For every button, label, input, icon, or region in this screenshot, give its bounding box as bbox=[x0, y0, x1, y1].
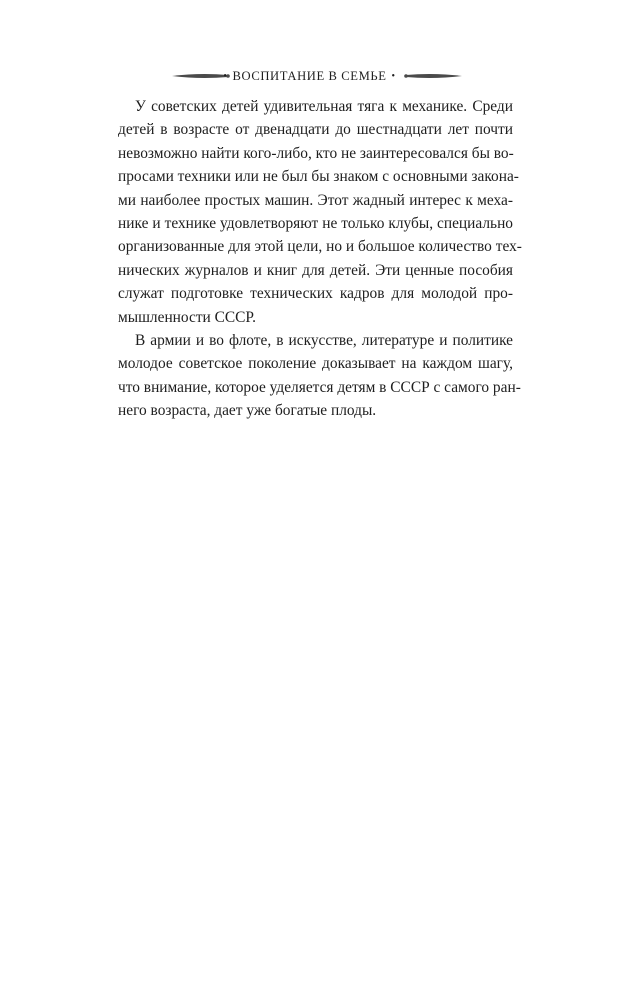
text-line: ми наиболее простых машин. Этот жадный интерес к меха- bbox=[118, 191, 513, 209]
header-title: ВОСПИТАНИЕ В СЕМЬЕ bbox=[232, 69, 387, 83]
text-line: нических журналов и книг для детей. Эти ценные пособия bbox=[118, 261, 513, 279]
text-line: мышленности СССР. bbox=[118, 308, 256, 326]
paragraph-2 bbox=[118, 329, 521, 423]
running-header bbox=[0, 66, 619, 86]
text-line: В армии и во флоте, в искусстве, литературе и политике bbox=[135, 332, 513, 350]
paragraph-1 bbox=[118, 95, 522, 329]
text-line: невозможно найти кого-либо, кто не заинтересовался бы во- bbox=[118, 144, 514, 162]
text-line: молодое советское поколение доказывает на каждом шагу, bbox=[118, 355, 513, 373]
body-text bbox=[118, 95, 522, 423]
text-line: нике и технике удовлетворяют не только клубы, специально bbox=[118, 215, 513, 233]
text-line: детей в возрасте от двенадцати до шестнадцати лет почти bbox=[118, 121, 513, 139]
text-line: него возраста, дает уже богатые плоды. bbox=[118, 402, 377, 420]
text-line: служат подготовке технических кадров для молодой про- bbox=[118, 285, 513, 303]
right-bullet: • bbox=[391, 71, 396, 82]
text-line: организованные для этой цели, но и большое количество тех- bbox=[118, 238, 522, 256]
left-bullet: • bbox=[223, 71, 228, 82]
text-line: У советских детей удивительная тяга к механике. Среди bbox=[135, 98, 513, 115]
text-line: что внимание, которое уделяется детям в СССР с самого ран- bbox=[118, 378, 521, 396]
text-line: просами техники или не был бы знаком с основными закона- bbox=[118, 168, 519, 186]
right-ornament-icon bbox=[402, 66, 464, 86]
